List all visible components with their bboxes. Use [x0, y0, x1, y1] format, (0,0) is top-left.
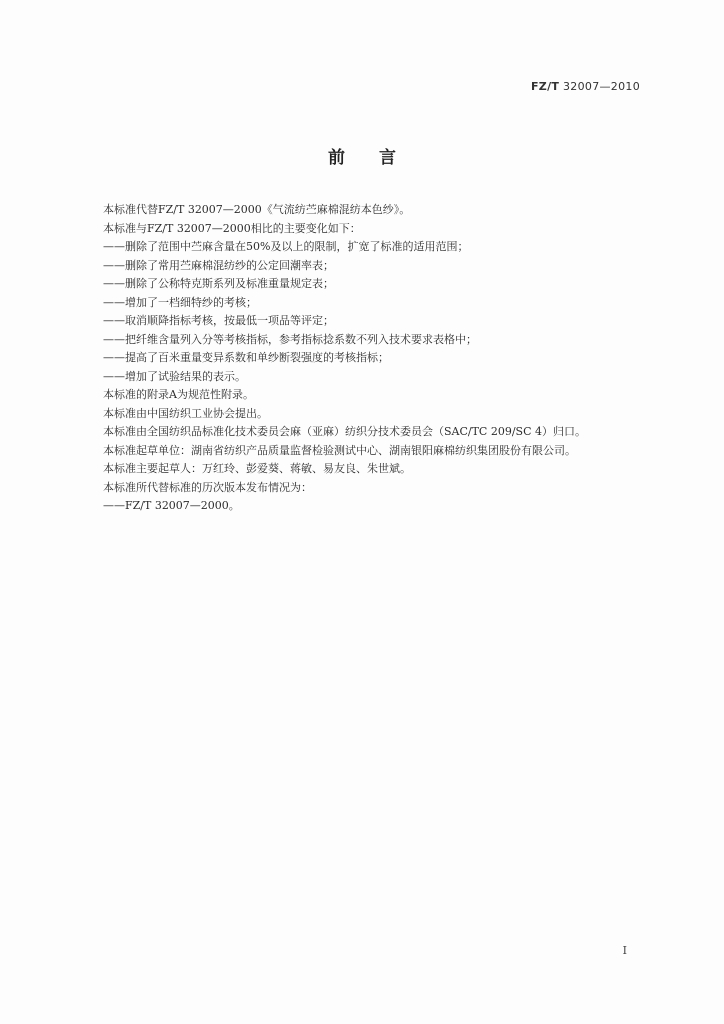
foreword-title: 前言: [328, 148, 430, 168]
paragraph-line: 本标准起草单位：湖南省纺织产品质量监督检验测试中心、湖南银阳麻棉纺织集团股份有限公司。: [103, 443, 576, 457]
standard-code-prefix: FZ/T: [530, 80, 560, 93]
paragraph-line: 本标准代替FZ/T 32007—2000《气流纺苎麻棉混纺本色纱》。: [103, 203, 411, 216]
paragraph-line: 本标准与FZ/T 32007—2000相比的主要变化如下：: [103, 221, 361, 235]
foreword-body: [103, 201, 663, 516]
change-item: ——增加了一档细特纱的考核；: [103, 295, 257, 309]
page-number: I: [622, 944, 627, 957]
paragraph-line: 本标准的附录A为规范性附录。: [103, 388, 254, 401]
change-item: ——取消顺降指标考核，按最低一项品等评定；: [103, 314, 334, 327]
paragraph-line: 本标准所代替标准的历次版本发布情况为：: [103, 480, 312, 494]
standard-code: [531, 80, 640, 93]
paragraph-line: 本标准由中国纺织工业协会提出。: [103, 406, 268, 420]
paragraph-line: 本标准主要起草人：万红玲、彭爱葵、蒋敏、易友良、朱世斌。: [103, 462, 411, 475]
change-item: ——提高了百米重量变异系数和单纱断裂强度的考核指标；: [103, 351, 389, 364]
change-item: ——删除了公称特克斯系列及标准重量规定表；: [103, 277, 334, 290]
change-item: ——把纤维含量列入分等考核指标，参考指标捻系数不列入技术要求表格中；: [103, 332, 477, 346]
standard-code-number: 32007—2010: [563, 80, 640, 93]
change-item: ——删除了常用苎麻棉混纺纱的公定回潮率表；: [103, 258, 334, 272]
change-item: ——删除了范围中苎麻含量在50%及以上的限制，扩宽了标准的适用范围；: [103, 240, 469, 253]
change-item: ——增加了试验结果的表示。: [103, 369, 246, 383]
history-item: ——FZ/T 32007—2000。: [103, 499, 240, 512]
paragraph-line: 本标准由全国纺织品标准化技术委员会麻（亚麻）纺织分技术委员会（SAC/TC 209/SC 4）归口。: [103, 425, 586, 438]
